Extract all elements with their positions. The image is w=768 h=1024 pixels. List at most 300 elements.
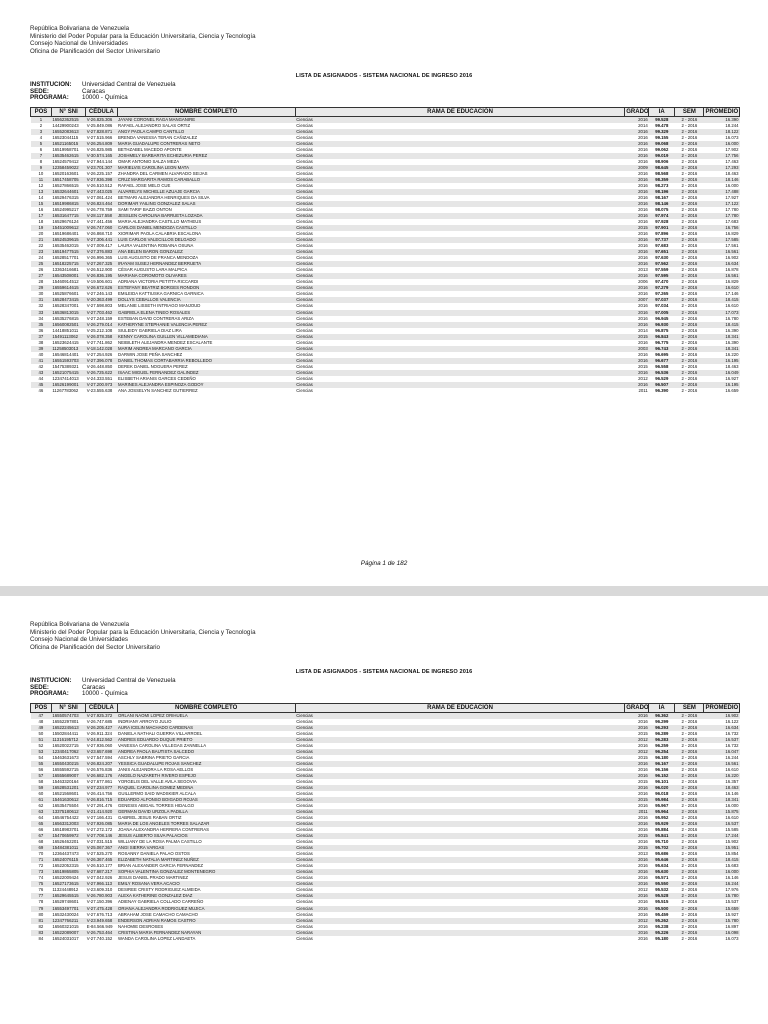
cell-sni: 16523044115	[52, 135, 79, 141]
cell-nombre: ADIENAY GABRIELA COLLADO CARREÑO	[118, 899, 204, 905]
cell-ia: 95.710	[655, 839, 669, 845]
cell-sni: 12340417062	[51, 749, 85, 755]
cell-sni: 16524539615	[51, 237, 85, 243]
cell-grado: 2016	[625, 358, 649, 364]
cell-sem: 2 - 2016	[675, 845, 704, 851]
cell-sni: 15470659972	[51, 833, 85, 839]
cell-grado: 2015	[638, 779, 648, 785]
cell-grado: 2016	[638, 719, 648, 725]
cell-ia: 95.630	[649, 869, 675, 875]
cell-pos: 17	[31, 213, 52, 219]
cell-sni: 16528347001	[52, 303, 79, 309]
cell-sni: 16521165015	[51, 141, 85, 147]
cell-ia: 95.964	[649, 809, 675, 815]
programa-label: PROGRAMA:	[30, 94, 69, 102]
cell-ia: 97.901	[649, 225, 675, 231]
cell-nombre: LUIS CARLOS VALECILLOS DELGADO	[117, 237, 295, 243]
cell-ia: 95.262	[649, 918, 675, 924]
cell-pos: 18	[38, 219, 44, 225]
cell-rama: Ciencias	[296, 791, 313, 797]
cell-nombre: EDUARDO ALFONSO BOIGADO ROJAS	[117, 797, 295, 803]
cell-pos: 65	[31, 821, 52, 827]
program-meta	[30, 82, 176, 102]
cell-sem: 2 - 2016	[681, 899, 698, 905]
cell-sem: 2 - 2016	[681, 123, 698, 129]
cell-promedio: 18.415	[704, 857, 740, 863]
cell-grado: 2016	[625, 177, 649, 183]
cell-promedio: 18.146	[704, 177, 740, 183]
cell-nombre: ANGELO NAZARETH RIVERO ESPEJO	[117, 773, 295, 779]
cell-grado: 2012	[638, 375, 648, 381]
cell-nombre: ANA BELEN BARON GONZALEZ	[117, 249, 295, 255]
cell-ia: 96.101	[655, 779, 669, 785]
cell-nombre: EMILY ROSANA VERA ACACIO	[117, 881, 295, 887]
cell-cedula: V-27.703.462	[86, 310, 117, 316]
cell-ia: 96.529	[655, 375, 669, 381]
cell-cedula: V-27.441.456	[86, 219, 113, 225]
cell-sem: 2 - 2016	[675, 165, 704, 171]
cell-cedula: V-30.574.165	[86, 153, 117, 159]
cell-grado: 2016	[625, 869, 649, 875]
cell-cedula: V-26.816.715	[86, 797, 117, 803]
cell-ia: 95.532	[655, 887, 669, 893]
cell-cedula: V-27.598.803	[86, 303, 113, 309]
cell-promedio: 16.537	[704, 737, 740, 743]
cell-grado: 2016	[638, 911, 648, 917]
cell-cedula: V-27.042.926	[86, 875, 113, 881]
cell-promedio: 16.390	[704, 117, 740, 124]
assignees-table	[30, 107, 740, 394]
cell-sem: 2 - 2016	[675, 713, 704, 720]
cell-nombre: DEREK DANIEL NOGUERA PEREZ	[118, 363, 188, 369]
cell-ia: 95.884	[655, 827, 669, 833]
cell-nombre: DESIREE CRISTY RODRIGUEZ ALMEIDA	[118, 887, 201, 893]
cell-promedio: 18.341	[704, 334, 740, 340]
cell-nombre: MARIA ALEJANDRA CASTILLO MATHEUS	[118, 219, 202, 225]
cell-ia: 97.896	[655, 231, 669, 237]
cell-pos: 76	[38, 887, 44, 893]
cell-ia: 96.930	[649, 322, 675, 328]
cell-pos: 54	[38, 755, 44, 761]
cell-sem: 2 - 2016	[681, 731, 698, 737]
cell-sni: 16524995217	[52, 207, 79, 213]
cell-cedula: V-26.753.464	[86, 930, 117, 936]
cell-ia: 96.299	[655, 719, 669, 725]
cell-nombre: ANA JOSSELYN SANCHEZ GUTIERREZ	[118, 387, 198, 393]
cell-promedio: 15.927	[725, 911, 739, 917]
cell-sni: 16535475504	[52, 803, 79, 809]
cell-sni: 16527866515	[52, 183, 79, 189]
cell-promedio: 15.854	[725, 851, 739, 857]
cell-cedula: V-24.812.562	[86, 737, 117, 743]
cell-grado: 2016	[625, 930, 649, 936]
cell-sem: 2 - 2016	[681, 135, 698, 141]
cell-grado: 2016	[625, 285, 649, 291]
cell-cedula: V-26.747.685	[86, 719, 113, 725]
cell-sem: 2 - 2016	[675, 346, 704, 352]
cell-grado: 2016	[625, 310, 649, 316]
cell-ia: 97.037	[649, 297, 675, 303]
cell-ia: 98.645	[649, 165, 675, 171]
cell-grado: 2016	[625, 322, 649, 328]
cell-sni: 16519477515	[51, 249, 85, 255]
cell-sni: 16546814401	[52, 351, 79, 357]
cell-rama: Ciencias	[295, 382, 624, 388]
cell-grado: 2016	[638, 159, 648, 165]
cell-rama: Ciencias	[296, 731, 313, 737]
cell-cedula: V-23.609.310	[86, 887, 113, 893]
cell-nombre: BRIAN ALEXANDER GARCIA FERNANDEZ	[118, 863, 204, 869]
cell-grado: 2016	[638, 231, 648, 237]
cell-sni: 15451009612	[51, 225, 85, 231]
cell-cedula: V-27.547.594	[86, 755, 113, 761]
cell-promedio: 16.829	[725, 279, 739, 285]
cell-cedula: V-26.078.358	[86, 334, 117, 340]
cell-pos: 21	[31, 237, 52, 243]
cell-grado: 2016	[625, 153, 649, 159]
cell-rama: Ciencias	[296, 147, 313, 153]
cell-nombre: CRUZ MARGARITA RAMOS CARABALLO	[117, 177, 295, 183]
cell-sem: 2 - 2016	[681, 887, 698, 893]
cell-nombre: JAYANI CORONEL RAGA MANGANIRE	[117, 117, 295, 124]
cell-sni: 14429900243	[52, 123, 79, 129]
cell-sem: 2 - 2016	[681, 291, 698, 297]
cell-pos: 16	[38, 207, 44, 213]
cell-grado: 2016	[625, 273, 649, 279]
cell-pos: 55	[31, 761, 52, 767]
cell-ia: 96.390	[655, 387, 669, 393]
cell-ia: 96.254	[649, 749, 675, 755]
cell-rama: Ciencias	[295, 821, 624, 827]
cell-pos: 12	[38, 183, 44, 189]
cell-promedio: 16.098	[704, 930, 740, 936]
cell-sem: 2 - 2016	[681, 923, 698, 929]
cell-nombre: AURA ICELIN MACHADO CARDENAS	[117, 725, 295, 731]
cell-cedula: V-25.849.086	[86, 123, 113, 129]
cell-grado: 2014	[638, 327, 648, 333]
cell-sni: 12347766211	[51, 918, 85, 924]
cell-promedio: 17.073	[704, 310, 740, 316]
cell-ia: 99.478	[655, 123, 669, 129]
cell-grado: 2016	[638, 827, 648, 833]
cell-ia: 96.775	[655, 339, 669, 345]
cell-pos: 23	[31, 249, 52, 255]
cell-pos: 24	[38, 255, 44, 261]
cell-sni: 16522009424	[52, 875, 79, 881]
cell-rama: Ciencias	[296, 767, 313, 773]
cell-cedula: V-27.396.078	[86, 358, 117, 364]
cell-grado: 2003	[625, 346, 649, 352]
cell-sni: 16527173615	[51, 881, 85, 887]
cell-promedio: 16.902	[704, 713, 740, 720]
cell-ia: 96.152	[649, 773, 675, 779]
cell-promedio: 18.415	[704, 322, 740, 328]
cell-promedio: 18.341	[704, 797, 740, 803]
cell-pos: 64	[38, 815, 44, 821]
cell-pos: 41	[31, 358, 52, 364]
cell-nombre: MELANIE LISSETH INTRIAGO MANJOUD	[118, 303, 201, 309]
cell-pos: 14	[38, 195, 44, 201]
cell-cedula: V-27.272.172	[86, 827, 113, 833]
cell-rama: Ciencias	[296, 375, 313, 381]
cell-nombre: JESUS DANIEL PRADO MARTINEZ	[118, 875, 188, 881]
cell-sni: 16517458705	[51, 177, 85, 183]
cell-cedula: V-26.996.365	[86, 255, 113, 261]
cell-rama: Ciencias	[296, 231, 313, 237]
cell-cedula: V-26.510.177	[86, 863, 113, 869]
cell-rama: Ciencias	[295, 845, 624, 851]
cell-rama: Ciencias	[295, 857, 624, 863]
cell-rama: Ciencias	[295, 833, 624, 839]
cell-grado: 2016	[625, 713, 649, 720]
cell-rama: Ciencias	[296, 863, 313, 869]
cell-nombre: ASCHLY SABRINA PRIETO GARCIA	[118, 755, 190, 761]
cell-cedula: V-26.682.176	[86, 773, 117, 779]
cell-sni: 16532430024	[52, 911, 79, 917]
col-header-sem: SEM	[675, 704, 704, 713]
sede-label: SEDE:	[30, 683, 49, 691]
cell-cedula: V-27.254.926	[86, 351, 113, 357]
cell-promedio: 16.756	[704, 225, 740, 231]
cell-cedula: V-27.150.396	[86, 899, 113, 905]
cell-ia: 97.470	[655, 279, 669, 285]
cell-nombre: BETMARI ALEJANDRA HENRIQUES DA SILVA	[118, 195, 210, 201]
table-row	[31, 388, 740, 394]
cell-sem: 2 - 2016	[675, 297, 704, 303]
cell-cedula: V-27.291.476	[86, 803, 113, 809]
cell-sem: 2 - 2016	[675, 201, 704, 207]
cell-promedio: 17.976	[725, 887, 739, 893]
cell-grado: 2006	[638, 279, 648, 285]
cell-pos: 33	[31, 310, 52, 316]
cell-nombre: MARIANA COROMOTO OLIVARES	[117, 273, 295, 279]
cell-grado: 2016	[638, 255, 648, 261]
header-line: República Bolivariana de Venezuela	[30, 25, 130, 32]
cell-ia: 95.226	[649, 930, 675, 936]
cell-rama: Ciencias	[295, 785, 624, 791]
cell-promedio: 16.732	[725, 743, 739, 749]
cell-sni: 16535276815	[52, 315, 79, 321]
cell-grado: 2016	[625, 857, 649, 863]
cell-sni: 13363416681	[52, 267, 79, 273]
col-header-ia: IA	[649, 704, 675, 713]
cell-nombre: CRISTINA MARIA FERNANDEZ NARAYAN	[117, 930, 295, 936]
cell-cedula: V-26.778.759	[86, 207, 113, 213]
cell-grado: 2016	[625, 382, 649, 388]
cell-promedio: 16.927	[725, 375, 739, 381]
cell-rama: Ciencias	[295, 918, 624, 924]
ministry-header	[30, 25, 256, 55]
cell-nombre: YORGELIS DEL VALLE AVILA SEGOVIA	[118, 779, 197, 785]
cell-sem: 2 - 2016	[675, 285, 704, 291]
cell-grado: 2016	[625, 129, 649, 135]
cell-cedula: V-28.117.558	[86, 213, 117, 219]
cell-nombre: ISAAC MIGUEL FERNANDEZ GALINDEZ	[117, 370, 295, 376]
cell-ia: 97.034	[655, 303, 669, 309]
cell-cedula: V-26.824.207	[86, 761, 117, 767]
cell-rama: Ciencias	[296, 827, 313, 833]
cell-rama: Ciencias	[296, 303, 313, 309]
table-row	[31, 936, 740, 942]
cell-cedula: V-27.376.883	[86, 249, 117, 255]
cell-grado: 2016	[625, 906, 649, 912]
cell-rama: Ciencias	[296, 171, 313, 177]
cell-sem: 2 - 2016	[675, 370, 704, 376]
cell-promedio: 16.829	[725, 231, 739, 237]
cell-pos: 30	[38, 291, 44, 297]
cell-pos: 66	[38, 827, 44, 833]
cell-grado: 2016	[638, 875, 648, 881]
cell-sni: 16529476315	[52, 195, 79, 201]
cell-nombre: MARIA GUADALUPE CONTRERAS NETO	[117, 141, 295, 147]
col-header-cedula: CÉDULA	[86, 704, 117, 713]
cell-grado: 2016	[638, 863, 648, 869]
cell-nombre: ALVARELYS MICHELLE AZUAJE GARCIA	[117, 189, 295, 195]
cell-rama: Ciencias	[295, 930, 624, 936]
cell-nombre: ANDRES EDUARDO DUQUE PRIETO	[117, 737, 295, 743]
cell-grado: 2015	[638, 755, 648, 761]
cell-grado: 2013	[638, 267, 648, 273]
cell-sem: 2 - 2016	[681, 875, 698, 881]
cell-nombre: ANGY PAOLA CAMPO CANTILLO	[117, 129, 295, 135]
cell-cedula: V-27.234.977	[86, 785, 117, 791]
cell-grado: 2016	[638, 135, 648, 141]
cell-cedula: V-23.657.698	[86, 749, 117, 755]
cell-promedio: 16.390	[725, 327, 739, 333]
cell-grado: 2013	[638, 851, 648, 857]
cell-promedio: 16.220	[725, 351, 739, 357]
cell-rama: Ciencias	[295, 906, 624, 912]
cell-rama: Ciencias	[295, 334, 624, 340]
cell-sni: 11258503013	[51, 346, 85, 352]
cell-grado: 2015	[625, 334, 649, 340]
sede-value: Caracas	[82, 87, 106, 95]
cell-grado: 2016	[638, 743, 648, 749]
cell-rama: Ciencias	[296, 719, 313, 725]
cell-rama: Ciencias	[296, 339, 313, 345]
header-line: Ministerio del Poder Popular para la Educación Universitaria, Ciencia y Tecnología	[30, 628, 256, 636]
cell-sni: 16551593703	[51, 358, 85, 364]
header-line: Oficina de Planificación del Sector Universitario	[30, 47, 160, 55]
cell-promedio: 17.902	[725, 147, 739, 153]
cell-ia: 96.259	[655, 743, 669, 749]
cell-ia: 98.568	[655, 171, 669, 177]
cell-cedula: V-26.836.195	[86, 273, 117, 279]
cell-sem: 2 - 2016	[681, 171, 698, 177]
cell-pos: 67	[31, 833, 52, 839]
col-header-rama: RAMA DE EDUCACIÓN	[295, 704, 624, 713]
cell-rama: Ciencias	[295, 893, 624, 899]
table-header-row	[31, 704, 740, 713]
cell-promedio: 16.146	[725, 791, 739, 797]
cell-cedula: V-27.031.515	[86, 839, 113, 845]
cell-nombre: KENNY CAROLINA GUILLEN VILLAMEDIANA	[117, 334, 295, 340]
cell-ia: 97.737	[649, 237, 675, 243]
cell-rama: Ciencias	[296, 887, 313, 893]
cell-pos: 73	[31, 869, 52, 875]
table-header-row	[31, 108, 740, 117]
cell-ia: 97.651	[649, 249, 675, 255]
cell-pos: 28	[38, 279, 44, 285]
cell-pos: 58	[38, 779, 44, 785]
cell-sem: 2 - 2016	[675, 893, 704, 899]
cell-nombre: NEIBILETH ALEJANDRA MENDEZ ESCALANTE	[118, 339, 213, 345]
cell-ia: 95.459	[655, 911, 669, 917]
cell-rama: Ciencias	[295, 370, 624, 376]
cell-cedula: V-27.306.441	[86, 237, 117, 243]
cell-ia: 95.841	[649, 833, 675, 839]
cell-grado: 2009	[625, 165, 649, 171]
cell-ia: 96.875	[655, 327, 669, 333]
cell-sem: 2 - 2016	[681, 851, 698, 857]
cell-sni: 16528473415	[51, 297, 85, 303]
cell-sni: 16560321015	[52, 923, 79, 929]
cell-nombre: ESTEBAN DAVID CONTRERAS ARIZA	[118, 315, 194, 321]
cell-sni: 15460914512	[52, 279, 79, 285]
cell-sni: 16536813015	[51, 310, 85, 316]
cell-pos: 63	[31, 809, 52, 815]
cell-cedula: V-26.780.903	[86, 893, 117, 899]
cell-nombre: WANDA CAROLINA LOPEZ LANDAETA	[118, 935, 196, 941]
cell-cedula: V-27.741.862	[86, 339, 113, 345]
cell-promedio: 18.341	[704, 346, 740, 352]
cell-pos: 57	[31, 773, 52, 779]
cell-sem: 2 - 2016	[681, 839, 698, 845]
cell-cedula: V-26.254.809	[86, 141, 117, 147]
cell-pos: 19	[31, 225, 52, 231]
cell-pos: 38	[38, 339, 44, 345]
cell-promedio: 17.463	[725, 159, 739, 165]
cell-promedio: 18.415	[704, 297, 740, 303]
cell-cedula: V-27.200.973	[86, 382, 117, 388]
cell-rama: Ciencias	[295, 285, 624, 291]
cell-grado: 2016	[625, 761, 649, 767]
cell-sem: 2 - 2016	[675, 809, 704, 815]
cell-pos: 39	[31, 346, 52, 352]
cell-sem: 2 - 2016	[681, 183, 698, 189]
cell-pos: 72	[38, 863, 44, 869]
cell-rama: Ciencias	[296, 851, 313, 857]
cell-grado: 2015	[638, 363, 648, 369]
cell-sem: 2 - 2016	[675, 358, 704, 364]
cell-rama: Ciencias	[295, 141, 624, 147]
cell-nombre: DANIEL THOMAS CORTABARRIA REBOLLEDO	[117, 358, 295, 364]
cell-nombre: MARIM ANDREA MARCANO GARCIA	[117, 346, 295, 352]
col-header-grado: GRADO	[626, 109, 649, 115]
cell-pos: 69	[31, 845, 52, 851]
cell-ia: 96.020	[649, 785, 675, 791]
sede-label: SEDE:	[30, 87, 49, 95]
cell-ia: 95.952	[655, 815, 669, 821]
cell-sni: 16520163601	[52, 171, 79, 177]
cell-cedula: V-27.828.871	[86, 129, 117, 135]
cell-promedio: 16.244	[704, 881, 740, 887]
cell-sni: 16555689007	[51, 773, 85, 779]
cell-sem: 2 - 2016	[681, 303, 698, 309]
cell-sem: 2 - 2016	[681, 363, 698, 369]
cell-grado: 2016	[638, 315, 648, 321]
cell-grado: 2012	[625, 918, 649, 924]
cell-grado: 2015	[625, 797, 649, 803]
cell-sni: 15461630612	[51, 797, 85, 803]
col-header-ia: IA	[649, 108, 675, 117]
cell-ia: 95.686	[655, 851, 669, 857]
cell-rama: Ciencias	[295, 809, 624, 815]
cell-pos: 37	[31, 334, 52, 340]
cell-sem: 2 - 2016	[681, 195, 698, 201]
cell-rama: Ciencias	[295, 713, 624, 720]
cell-promedio: 17.146	[725, 291, 739, 297]
